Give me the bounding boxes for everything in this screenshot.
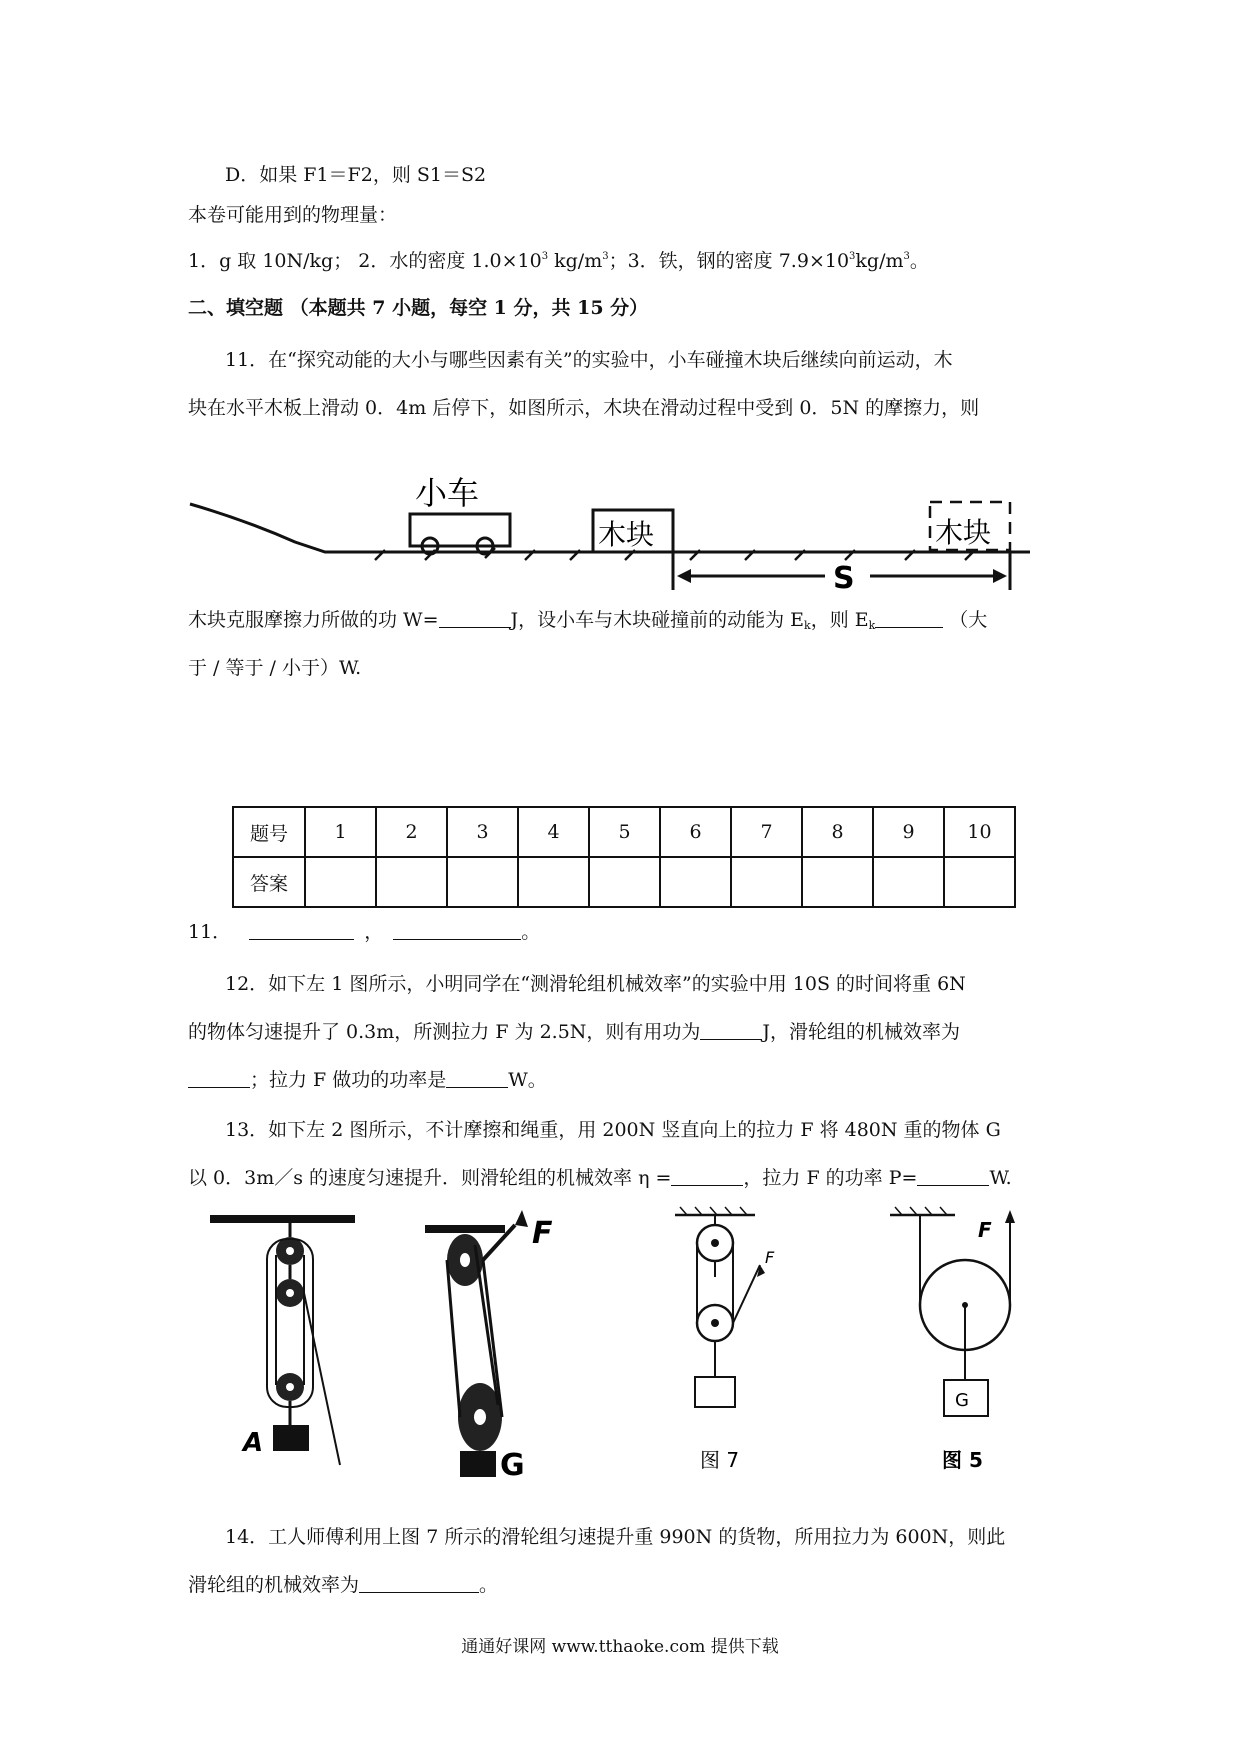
figure-5-caption: 图 5 bbox=[942, 1448, 983, 1472]
table-row bbox=[233, 807, 1015, 857]
force-f-label: F bbox=[978, 1218, 992, 1242]
pulley-figure-2 bbox=[420, 1205, 570, 1480]
answer-blank[interactable] bbox=[875, 609, 943, 628]
table-cell: 1 bbox=[305, 807, 376, 857]
table-cell: 6 bbox=[660, 807, 731, 857]
q12-line-3: ；拉力 F 做功的功率是 W。 bbox=[188, 1068, 547, 1092]
force-f-label: F bbox=[532, 1216, 553, 1251]
q13-line-1: 13．如下左 2 图所示，不计摩擦和绳重，用 200N 竖直向上的拉力 F 将 480N 重的物体 G bbox=[225, 1119, 1001, 1141]
table-cell: 10 bbox=[944, 807, 1015, 857]
q12-line-1: 12．如下左 1 图所示，小明同学在“测滑轮组机械效率”的实验中用 10S 的时间将重 6N bbox=[225, 973, 966, 995]
wood-block-final-label: 木块 bbox=[935, 516, 992, 549]
answer-cell[interactable] bbox=[589, 857, 660, 907]
quantities-line: 1．g 取 10N/kg； 2．水的密度 $1.0\times 10^3$ $kg/m^3$；3．铁，钢的密度 $7.9\times 10^3kg/m^3$。 bbox=[188, 250, 929, 272]
figure-7-caption: 图 7 bbox=[700, 1448, 740, 1472]
answer-blank[interactable] bbox=[917, 1167, 989, 1186]
answer-blank[interactable] bbox=[393, 921, 521, 940]
answer-blank[interactable] bbox=[359, 1574, 479, 1593]
quantities-title: 本卷可能用到的物理量： bbox=[188, 204, 398, 226]
table-row bbox=[233, 857, 1015, 907]
answer-cell[interactable] bbox=[731, 857, 802, 907]
pulley-figure-1 bbox=[195, 1205, 365, 1480]
answer-table bbox=[232, 806, 1016, 908]
answer-blank[interactable] bbox=[188, 1069, 250, 1088]
answer-cell[interactable] bbox=[376, 857, 447, 907]
q14-line-1: 14．工人师傅利用上图 7 所示的滑轮组匀速提升重 990N 的货物，所用拉力为 600N，则此 bbox=[225, 1526, 1006, 1548]
pulley-figure-5 bbox=[880, 1205, 1040, 1480]
table-cell: 3 bbox=[447, 807, 518, 857]
table-cell: 5 bbox=[589, 807, 660, 857]
table-cell: 4 bbox=[518, 807, 589, 857]
answer-cell[interactable] bbox=[447, 857, 518, 907]
answer-11-line: 11． ， 。 bbox=[188, 921, 541, 943]
distance-label: S bbox=[833, 561, 855, 596]
answer-blank[interactable] bbox=[249, 921, 354, 940]
table-header-label: 题号 bbox=[233, 807, 305, 857]
pulley-figure-7 bbox=[665, 1205, 805, 1480]
q11-line-3: 木块克服摩擦力所做的功 W= J，设小车与木块碰撞前的动能为 $E_k$，则 $E_k$ （大 bbox=[188, 609, 988, 632]
table-cell: 8 bbox=[802, 807, 873, 857]
answer-blank[interactable] bbox=[439, 609, 511, 628]
q11-line-1: 11．在“探究动能的大小与哪些因素有关”的实验中，小车碰撞木块后继续向前运动，木 bbox=[225, 349, 953, 371]
answer-cell[interactable] bbox=[802, 857, 873, 907]
answer-blank[interactable] bbox=[446, 1069, 508, 1088]
q11-line-4: 于 / 等于 / 小于）W. bbox=[188, 657, 362, 679]
answer-blank[interactable] bbox=[700, 1021, 762, 1040]
answer-cell[interactable] bbox=[944, 857, 1015, 907]
table-cell: 2 bbox=[376, 807, 447, 857]
weight-g-label: G bbox=[500, 1448, 525, 1480]
q12-line-2: 的物体匀速提升了 0.3m，所测拉力 F 为 2.5N，则有用功为 J，滑轮组的机械效率为 bbox=[188, 1021, 961, 1043]
option-d: D．如果 F1＝F2，则 S1＝S2 bbox=[225, 164, 487, 186]
weight-a-label: A bbox=[243, 1428, 264, 1458]
answer-cell[interactable] bbox=[873, 857, 944, 907]
answer-blank[interactable] bbox=[671, 1167, 743, 1186]
answer-cell[interactable] bbox=[518, 857, 589, 907]
section-2-heading: 二、填空题 （本题共 7 小题，每空 1 分，共 15 分） bbox=[188, 297, 649, 319]
weight-g-label: G bbox=[955, 1390, 969, 1411]
wood-block-label: 木块 bbox=[598, 518, 655, 551]
cart-label: 小车 bbox=[415, 474, 480, 512]
footer-source: 通通好课网 www.tthaoke.com 提供下载 bbox=[461, 1637, 779, 1657]
answer-cell[interactable] bbox=[660, 857, 731, 907]
q11-line-2: 块在水平木板上滑动 0．4m 后停下，如图所示，木块在滑动过程中受到 0．5N 的摩擦力，则 bbox=[188, 397, 980, 419]
answer-cell[interactable] bbox=[305, 857, 376, 907]
table-cell: 9 bbox=[873, 807, 944, 857]
q14-line-2: 滑轮组的机械效率为 。 bbox=[188, 1574, 499, 1596]
table-cell: 7 bbox=[731, 807, 802, 857]
q13-line-2: 以 0．3m／s 的速度匀速提升．则滑轮组的机械效率 η = ，拉力 F 的功率 P= W. bbox=[188, 1167, 1012, 1189]
force-f-label: F bbox=[765, 1248, 775, 1267]
table-row-label: 答案 bbox=[233, 857, 305, 907]
cart-block-figure bbox=[185, 462, 1035, 597]
